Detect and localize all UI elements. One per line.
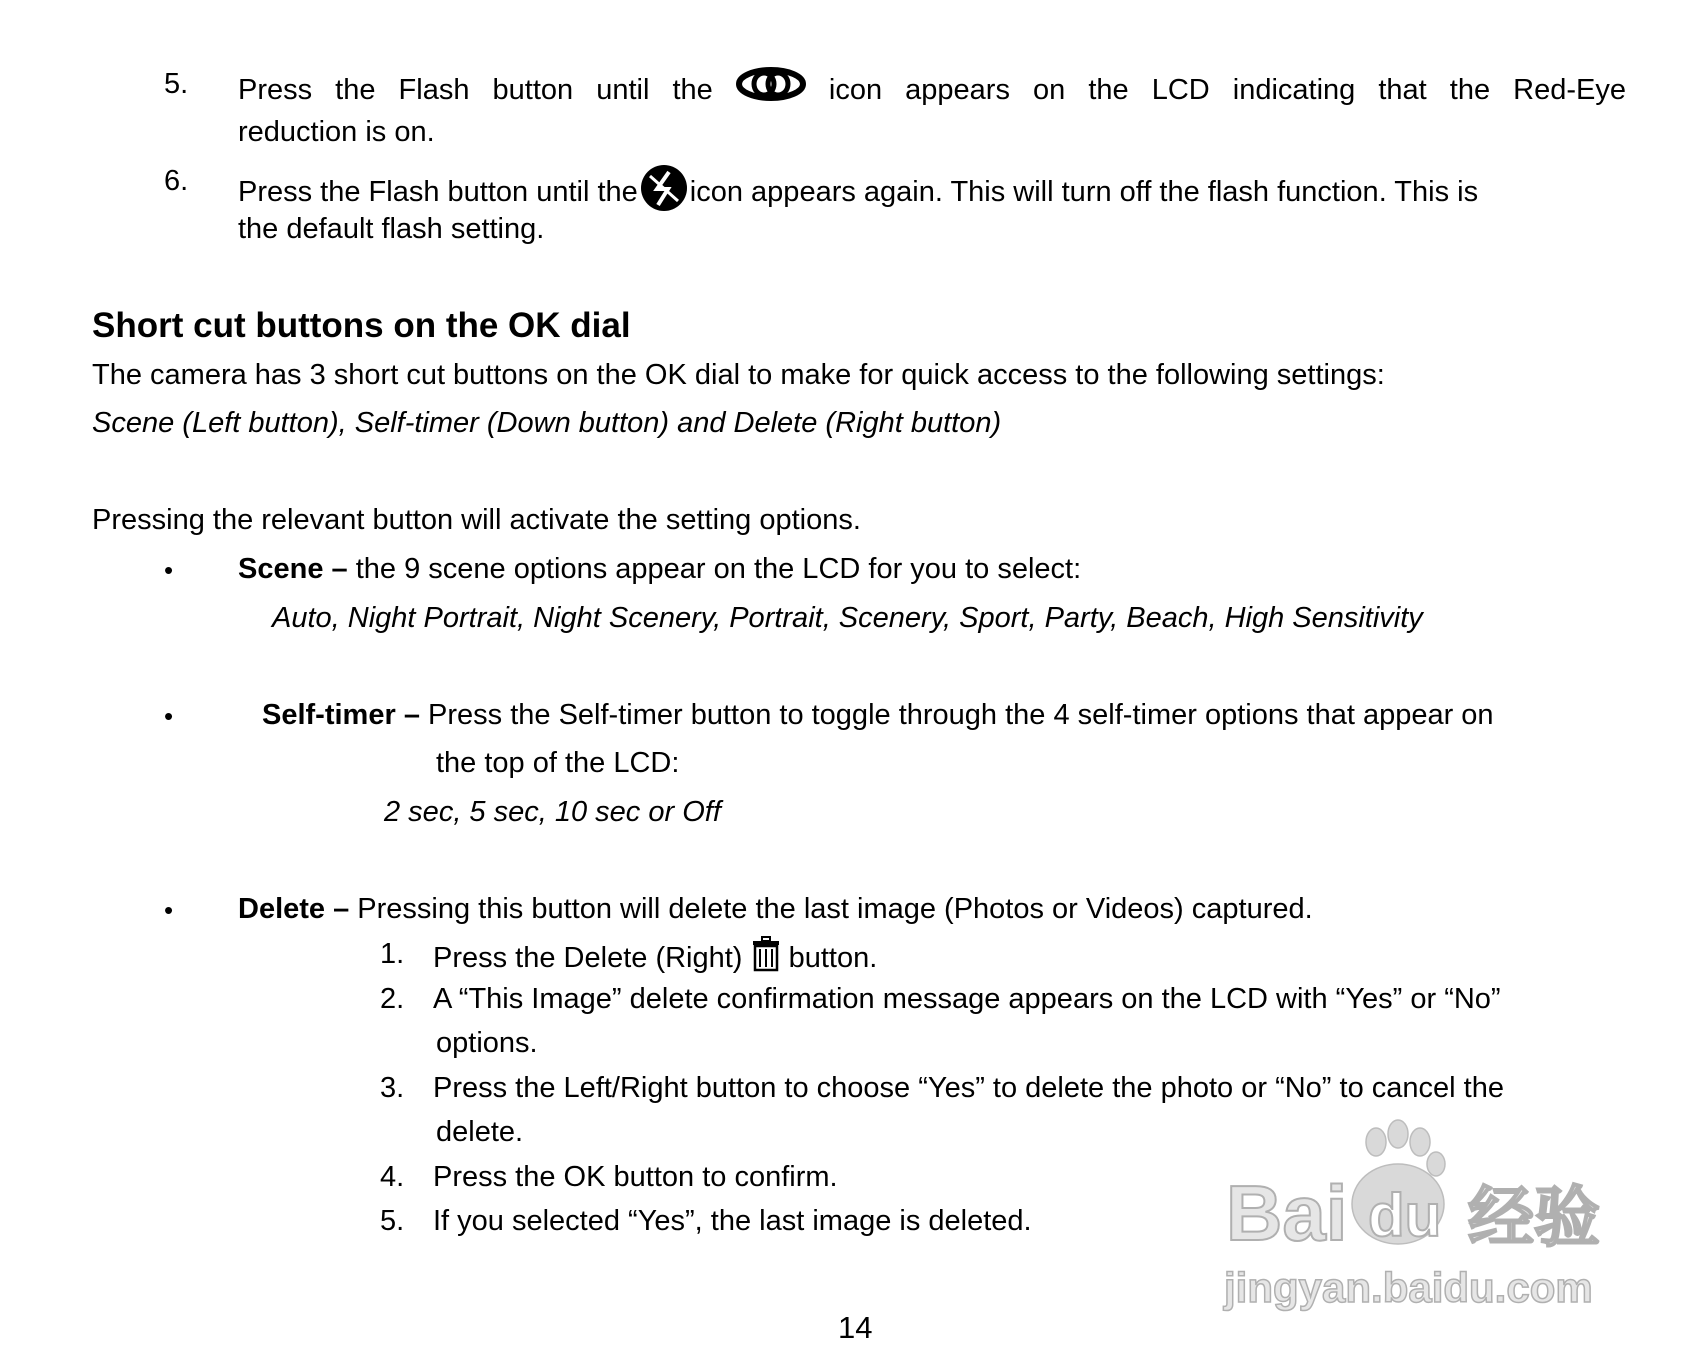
page-number: 14 [838, 1310, 873, 1345]
delete-step-text: Press the Delete (Right) [433, 942, 743, 974]
svg-text:Bai: Bai [1226, 1169, 1348, 1257]
bullet-point: • [164, 895, 174, 925]
step-number: 5. [164, 68, 189, 100]
svg-text:经验: 经验 [1468, 1180, 1600, 1254]
red-eye-icon [736, 66, 806, 117]
delete-step-continuation: options. [436, 1027, 538, 1059]
intro-italic: Scene (Left button), Self-timer (Down button) and Delete (Right button) [92, 407, 1002, 439]
step-text: Press the Flash button until the [238, 74, 713, 106]
bullet-term: Self-timer – [262, 699, 420, 731]
watermark-logo [1218, 1112, 1618, 1324]
svg-text:jingyan.baidu.com: jingyan.baidu.com [1224, 1264, 1593, 1311]
trash-icon [751, 936, 781, 983]
step-continuation: the default flash setting. [238, 213, 545, 245]
flash-step-red-eye [238, 66, 1626, 117]
step-text: Press the Flash button until the [238, 176, 638, 208]
bullet-text: the 9 scene options appear on the LCD for you to select: [347, 553, 1082, 585]
section-heading: Short cut buttons on the OK dial [92, 306, 631, 345]
selftimer-continuation: the top of the LCD: [436, 747, 680, 779]
intro-paragraph: The camera has 3 short cut buttons on the OK dial to make for quick access to the following settings: [92, 359, 1385, 391]
delete-step-number: 5. [380, 1205, 405, 1237]
bullet-point: • [164, 555, 174, 585]
bullet-scene [238, 551, 1081, 589]
delete-step [433, 936, 877, 983]
bullet-term: Delete – [238, 893, 350, 925]
delete-step: If you selected “Yes”, the last image is deleted. [433, 1205, 1032, 1237]
bullet-term: Scene – [238, 553, 348, 585]
delete-step-number: 2. [380, 983, 405, 1015]
bullet-delete [238, 891, 1313, 929]
delete-step-number: 4. [380, 1161, 405, 1193]
delete-step-text: button. [780, 942, 878, 974]
selftimer-options: 2 sec, 5 sec, 10 sec or Off [384, 796, 721, 828]
pressing-paragraph: Pressing the relevant button will activate the setting options. [92, 504, 861, 536]
step-continuation: reduction is on. [238, 116, 435, 148]
delete-step: A “This Image” delete confirmation message appears on the LCD with “Yes” or “No” [433, 983, 1501, 1015]
step-number: 6. [164, 165, 189, 197]
scene-options: Auto, Night Portrait, Night Scenery, Portrait, Scenery, Sport, Party, Beach, High Sensitivity [272, 602, 1423, 634]
step-text: icon appears again. This will turn off the flash function. This is [689, 176, 1479, 208]
step-text: icon appears on the LCD indicating that the Red-Eye [828, 74, 1626, 106]
delete-step-continuation: delete. [436, 1116, 524, 1148]
flash-off-icon [638, 163, 690, 224]
delete-step-number: 3. [380, 1072, 405, 1104]
bullet-text: Pressing this button will delete the last image (Photos or Videos) captured. [349, 893, 1313, 925]
bullet-text: Press the Self-timer button to toggle through the 4 self-timer options that appear on [419, 699, 1494, 731]
baidu-watermark [1218, 1112, 1618, 1324]
delete-step: Press the Left/Right button to choose “Yes” to delete the photo or “No” to cancel the [433, 1072, 1504, 1104]
bullet-selftimer [262, 697, 1494, 735]
svg-text:du: du [1368, 1182, 1442, 1249]
bullet-point: • [164, 701, 174, 731]
delete-step-number: 1. [380, 938, 405, 970]
delete-step: Press the OK button to confirm. [433, 1161, 838, 1193]
